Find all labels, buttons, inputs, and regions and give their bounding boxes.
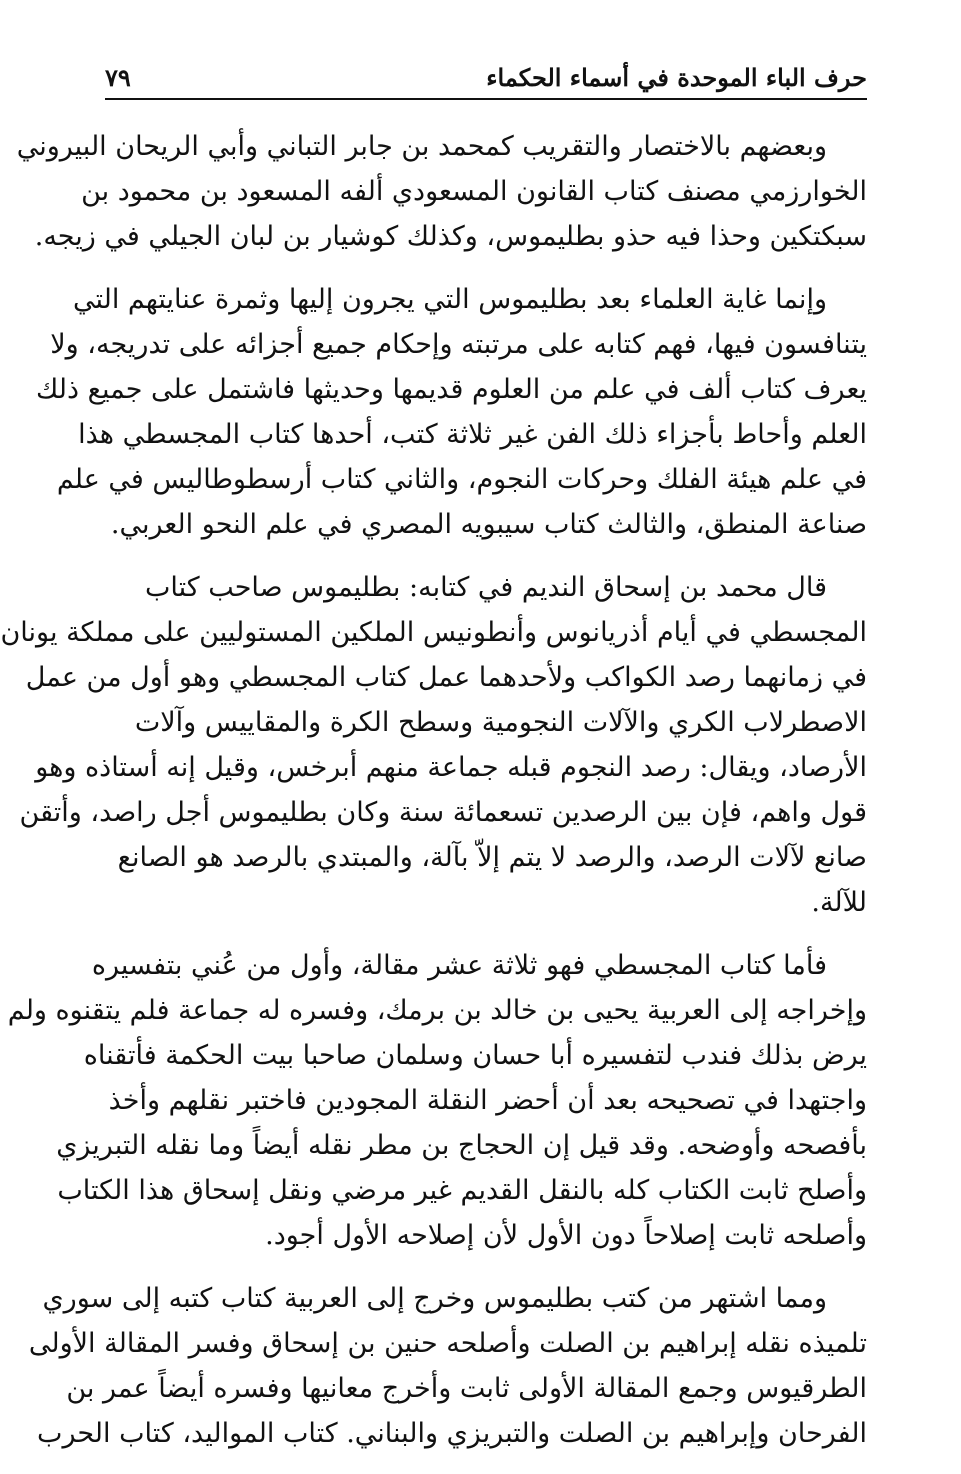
text-line: يتنافسون فيها، فهم كتابه على مرتبته وإحكام جميع أجزائه على تدريجه، ولا [50, 329, 867, 360]
running-header [105, 58, 867, 100]
text-line: يرض بذلك فندب لتفسيره أبا حسان وسلمان صاحبا بيت الحكمة فأتقناه [83, 1040, 867, 1071]
text-line: تلميذه نقله إبراهيم بن الصلت وأصلحه حنين بن إسحاق وفسر المقالة الأولى [28, 1328, 867, 1359]
page-number: ٧٩ [105, 63, 131, 92]
text-line: الفرحان وإبراهيم بن الصلت والتبريزي والبناني. كتاب المواليد، كتاب الحرب [37, 1418, 867, 1449]
text-line: قول واهم، فإن بين الرصدين تسعمائة سنة وكان بطليموس أجل راصد، وأتقن [19, 797, 867, 828]
paragraph-1 [16, 124, 867, 259]
text-line: وإنما غاية العلماء بعد بطليموس التي يجرون إليها وثمرة عنايتهم التي [72, 284, 827, 315]
text-line: ومما اشتهر من كتب بطليموس وخرج إلى العربية كتاب كتبه إلى سوري [42, 1283, 827, 1314]
text-line: يعرف كتاب ألف في علم من العلوم قديمها وحديثها فاشتمل على جميع ذلك [36, 374, 867, 405]
text-line: قال محمد بن إسحاق النديم في كتابه: بطليموس صاحب كتاب [145, 572, 827, 603]
text-line: في زمانهما رصد الكواكب ولأحدهما عمل كتاب المجسطي وهو أول من عمل [25, 662, 867, 693]
text-line: سبكتكين وحذا فيه حذو بطليموس، وكذلك كوشيار بن لبان الجيلي في زيجه. [34, 221, 867, 252]
text-line: الخوارزمي مصنف كتاب القانون المسعودي ألفه المسعود بن محمود بن [81, 176, 867, 207]
text-line: الأرصاد، ويقال: رصد النجوم قبله جماعة منهم أبرخس، وقيل إنه أستاذه وهو [35, 752, 867, 783]
text-line: صانع لآلات الرصد، والرصد لا يتم إلاّ بآلة، والمبتدي بالرصد هو الصانع [117, 842, 867, 873]
text-line: صناعة المنطق، والثالث كتاب سيبويه المصري في علم النحو العربي. [110, 509, 867, 540]
text-line: بأفصحه وأوضحه. وقد قيل إن الحجاج بن مطر نقله أيضاً وما نقله التبريزي [56, 1130, 867, 1161]
text-line: وأصلحه ثابت إصلاحاً دون الأول لأن إصلاحه الأول أجود. [265, 1220, 867, 1251]
paragraph-2 [36, 277, 867, 547]
chapter-title: حرف الباء الموحدة في أسماء الحكماء [486, 63, 867, 92]
paragraph-4 [7, 943, 867, 1258]
text-line: للآلة. [811, 887, 867, 918]
text-line: الاصطرلاب الكري والآلات النجومية وسطح الكرة والمقاييس وآلات [134, 707, 867, 738]
text-line: العلم وأحاط بأجزاء ذلك الفن غير ثلاثة كتب، أحدها كتاب المجسطي هذا [78, 419, 867, 450]
text-line: المجسطي في أيام أذريانوس وأنطونيس الملكين المستوليين على مملكة يونان [0, 617, 867, 648]
text-line: وبعضهم بالاختصار والتقريب كمحمد بن جابر التباني وأبي الريحان البيروني [16, 131, 827, 162]
text-line: فأما كتاب المجسطي فهو ثلاثة عشر مقالة، وأول من عُني بتفسيره [91, 950, 827, 981]
text-line: واجتهدا في تصحيحه بعد أن أحضر النقلة المجودين فاختبر نقلهم وأخذ [108, 1085, 867, 1116]
body-text [0, 124, 867, 1474]
text-line: الطرقيوس وجمع المقالة الأولى ثابت وأخرج معانيها وفسره أيضاً عمر بن [66, 1373, 867, 1404]
text-line: في علم هيئة الفلك وحركات النجوم، والثاني كتاب أرسطوطاليس في علم [56, 464, 867, 495]
paragraph-3 [0, 565, 867, 925]
text-line: وإخراجه إلى العربية يحيى بن خالد بن برمك، وفسره له جماعة فلم يتقنوه ولم [7, 995, 867, 1026]
text-line: وأصلح ثابت الكتاب كله بالنقل القديم غير مرضي ونقل إسحاق هذا الكتاب [57, 1175, 867, 1206]
paragraph-5 [28, 1276, 867, 1456]
